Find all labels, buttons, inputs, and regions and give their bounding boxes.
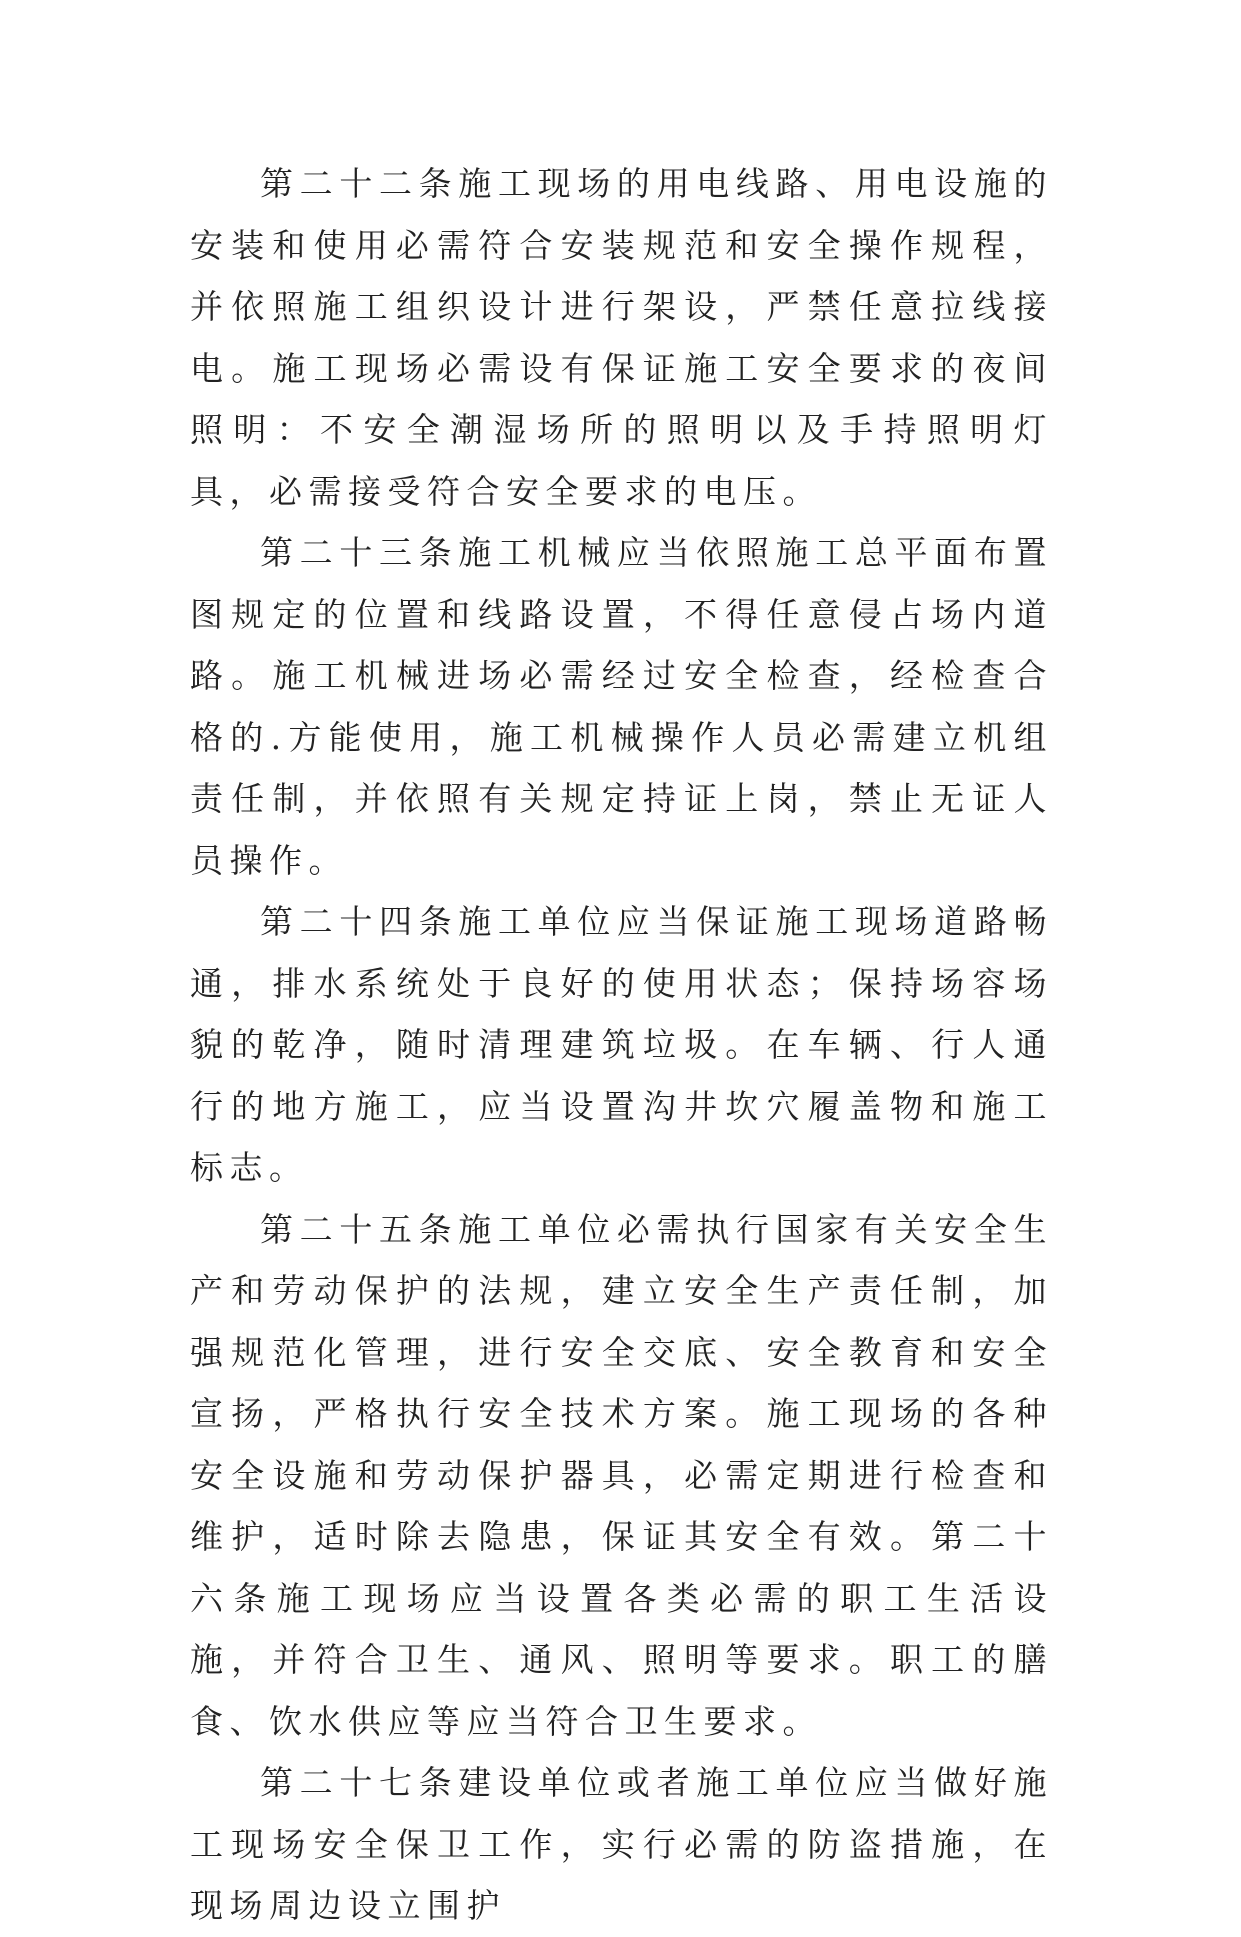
paragraph-article-24: 第二十四条施工单位应当保证施工现场道路畅通，排水系统处于良好的使用状态；保持场容场貌的乾净，随时清理建筑垃圾。在车辆、行人通行的地方施工，应当设置沟井坎穴履盖物和施工标志。 <box>190 902 1053 1187</box>
document-body <box>190 153 1053 1937</box>
paragraph-article-22: 第二十二条施工现场的用电线路、用电设施的安装和使用必需符合安装规范和安全操作规程，并依照施工组织设计进行架设，严禁任意拉线接电。施工现场必需设有保证施工安全要求的夜间照明：不安全潮湿场所的照明以及手持照明灯具，必需接受符合安全要求的电压。 <box>190 164 1053 511</box>
paragraph-article-25-26: 第二十五条施工单位必需执行国家有关安全生产和劳动保护的法规，建立安全生产责任制，加强规范化管理，进行安全交底、安全教育和安全宣扬，严格执行安全技术方案。施工现场的各种安全设施和劳动保护器具，必需定期进行检查和维护，适时除去隐患，保证其安全有效。第二十六条施工现场应当设置各类必需的职工生活设施，并符合卫生、通风、照明等要求。职工的膳食、饮水供应等应当符合卫生要求。 <box>190 1209 1053 1741</box>
paragraph-article-27: 第二十七条建设单位或者施工单位应当做好施工现场安全保卫工作，实行必需的防盗措施，在现场周边设立围护 <box>190 1763 1053 1925</box>
paragraph-article-23: 第二十三条施工机械应当依照施工总平面布置图规定的位置和线路设置，不得任意侵占场内道路。施工机械进场必需经过安全检查，经检查合格的.方能使用，施工机械操作人员必需建立机组责任制，并依照有关规定持证上岗，禁止无证人员操作。 <box>190 533 1053 880</box>
